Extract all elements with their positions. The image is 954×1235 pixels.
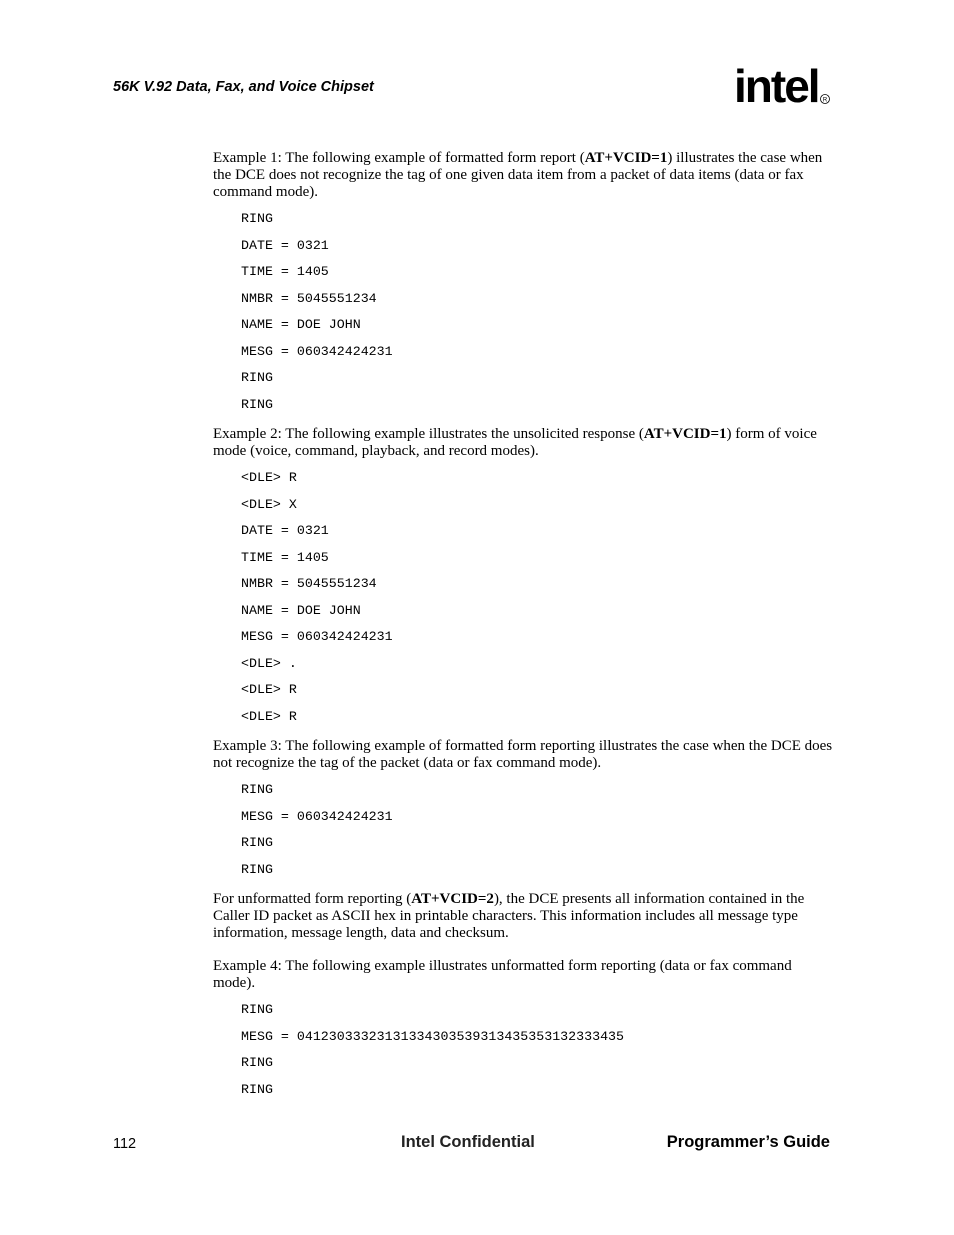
intel-logo [732, 60, 832, 116]
code-line: MESG = 060342424231 [241, 343, 393, 359]
page-footer [113, 1133, 830, 1153]
page-content [213, 150, 833, 1111]
code-line: <DLE> X [241, 496, 297, 512]
code-line: NAME = DOE JOHN [241, 602, 361, 618]
code-line: RING [241, 835, 273, 850]
code-line: NMBR = 5045551234 [241, 290, 377, 306]
footer-confidential: Intel Confidential [401, 1133, 535, 1151]
code-line: RING [241, 396, 273, 412]
example-2-code [213, 465, 833, 730]
page-number: 112 [113, 1136, 137, 1152]
example-3-code [213, 777, 833, 883]
code-line: NAME = DOE JOHN [241, 317, 361, 332]
example-3-paragraph: Example 3: The following example of formatted form reporting illustrates the case when the DCE does not recognize the tag of the packet (data or fax command mode). [213, 738, 833, 771]
example-4-code [213, 997, 833, 1103]
code-line: MESG = 060342424231 [241, 629, 393, 644]
code-line: RING [241, 211, 273, 226]
code-line: TIME = 1405 [241, 264, 329, 279]
code-line: RING [241, 782, 273, 797]
code-line: <DLE> R [241, 682, 297, 697]
example-1-code [213, 206, 833, 418]
code-line: NMBR = 5045551234 [241, 576, 377, 591]
code-line: RING [241, 861, 273, 877]
example-2-paragraph: Example 2: The following example illustrates the unsolicited response (AT+VCID=1) form of voice mode (voice, command, playback, and record modes). [213, 426, 817, 459]
code-line: RING [241, 370, 273, 385]
unformatted-reporting-paragraph: For unformatted form reporting (AT+VCID=2), the DCE presents all information contained in the Caller ID packet as ASCII hex in printable characters. This information includes all message type information, message length, data and checksum. [213, 891, 805, 941]
header-title: 56K V.92 Data, Fax, and Voice Chipset [113, 79, 374, 95]
code-line: MESG = 04123033323131334303539313435353132333435 [241, 1028, 625, 1044]
code-line: <DLE> R [241, 470, 297, 485]
code-line: RING [241, 1055, 273, 1070]
code-line: <DLE> . [241, 655, 297, 671]
footer-guide-title: Programmer’s Guide [666, 1133, 830, 1151]
code-line: MESG = 060342424231 [241, 808, 393, 824]
registered-mark: R [822, 97, 828, 104]
code-line: RING [241, 1081, 273, 1097]
code-line: TIME = 1405 [241, 549, 329, 565]
code-line: DATE = 0321 [241, 237, 329, 253]
code-line: <DLE> R [241, 708, 297, 724]
example-1-paragraph: Example 1: The following example of formatted form report (AT+VCID=1) illustrates the case when the DCE does not recognize the tag of one given data item from a packet of data items (data or fax command mode). [213, 150, 823, 200]
example-4-paragraph: Example 4: The following example illustrates unformatted form reporting (data or fax command mode). [213, 958, 792, 991]
code-line: DATE = 0321 [241, 523, 329, 538]
code-line: RING [241, 1002, 273, 1017]
logo-text: intel [734, 60, 819, 112]
